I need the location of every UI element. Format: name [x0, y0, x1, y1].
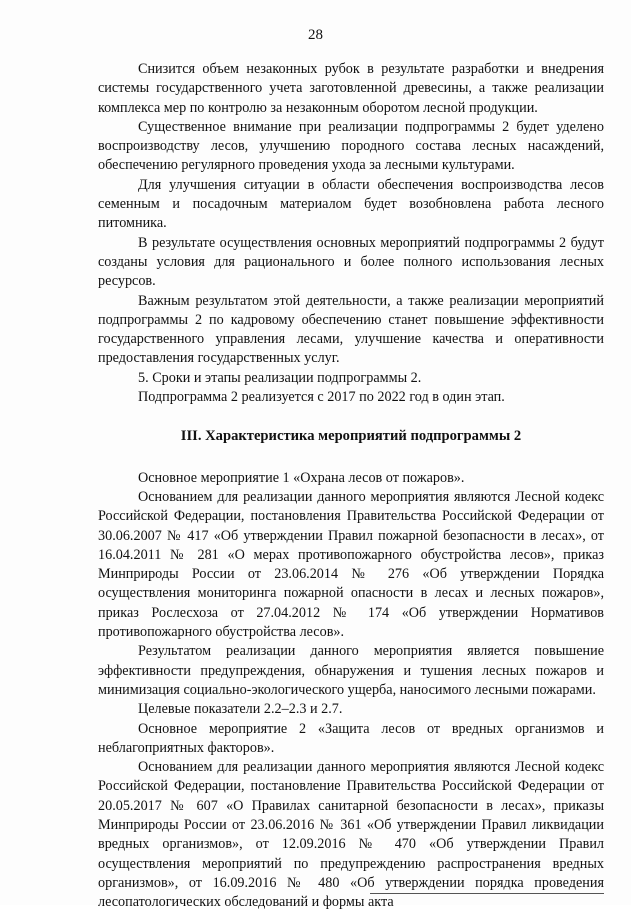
page-bottom-rule [370, 893, 604, 894]
paragraph: Основанием для реализации данного мероприятия являются Лесной кодекс Российской Федерации, постановление Правительства Российской Федерации от 20.05.2017 № 607 «О Правилах санитарной безопасности в лесах», приказы Минприроды России от 23.06.2016 № 361 «Об утверждении Правил ликвидации вредных организмов», от 12.09.2016 № 470 «Об утверждении Правил осуществления мероприятий по предупреждению распространения вредных организмов», от 16.09.2016 № 480 «Об утверждении порядка проведения лесопатологических обследований и формы акта [98, 759, 604, 911]
paragraph: Важным результатом этой деятельности, а также реализации мероприятий подпрограммы 2 по кадровому обеспечению станет повышение эффективности государственного управления лесами, улучшение качества и оперативности предоставления государственных услуг. [98, 292, 604, 367]
page-number: 28 [308, 27, 323, 43]
paragraph: Для улучшения ситуации в области обеспечения воспроизводства лесов семенным и посадочным материалом будет возобновлена работа лесного питомника. [98, 176, 604, 232]
paragraph: Результатом реализации данного мероприятия является повышение эффективности предупреждения, обнаружения и тушения лесных пожаров и минимизация социально-экологического ущерба, наносимого лесными пожарами. [98, 643, 604, 698]
paragraph: В результате осуществления основных мероприятий подпрограммы 2 будут созданы условия для рационального и более полного использования лесных ресурсов. [98, 234, 604, 290]
paragraph: 5. Сроки и этапы реализации подпрограммы 2. [138, 369, 422, 386]
section-heading: III. Характеристика мероприятий подпрограммы 2 [180, 428, 522, 445]
paragraph: Существенное внимание при реализации подпрограммы 2 будет уделено воспроизводству лесов, улучшению породного состава лесных насаждений, обеспечению регулярного проведения ухода за лесными культурами. [98, 118, 604, 174]
paragraph: Основное мероприятие 2 «Защита лесов от вредных организмов и неблагоприятных факторов». [98, 720, 604, 756]
paragraph: Подпрограмма 2 реализуется с 2017 по 2022 год в один этап. [138, 389, 505, 406]
document-body [98, 60, 604, 912]
paragraph: Целевые показатели 2.2–2.3 и 2.7. [138, 701, 343, 718]
paragraph: Основное мероприятие 1 «Охрана лесов от пожаров». [138, 469, 465, 486]
paragraph: Снизится объем незаконных рубок в результате разработки и внедрения системы государственного учета заготовленной древесины, а также реализации комплекса мер по контролю за незаконным оборотом лесной продукции. [98, 61, 604, 116]
paragraph: Основанием для реализации данного мероприятия являются Лесной кодекс Российской Федерации, постановления Правительства Российской Федерации от 30.06.2007 № 417 «Об утверждении Правил пожарной безопасности в лесах», от 16.04.2011 № 281 «О мерах противопожарного обустройства лесов», приказ Минприроды России от 23.06.2014 № 276 «Об утверждении Порядка осуществления мониторинга пожарной опасности в лесах и лесных пожаров», приказ Рослесхоза от 27.04.2012 № 174 «Об утверждении Нормативов противопожарного обустройства лесов». [98, 488, 604, 641]
